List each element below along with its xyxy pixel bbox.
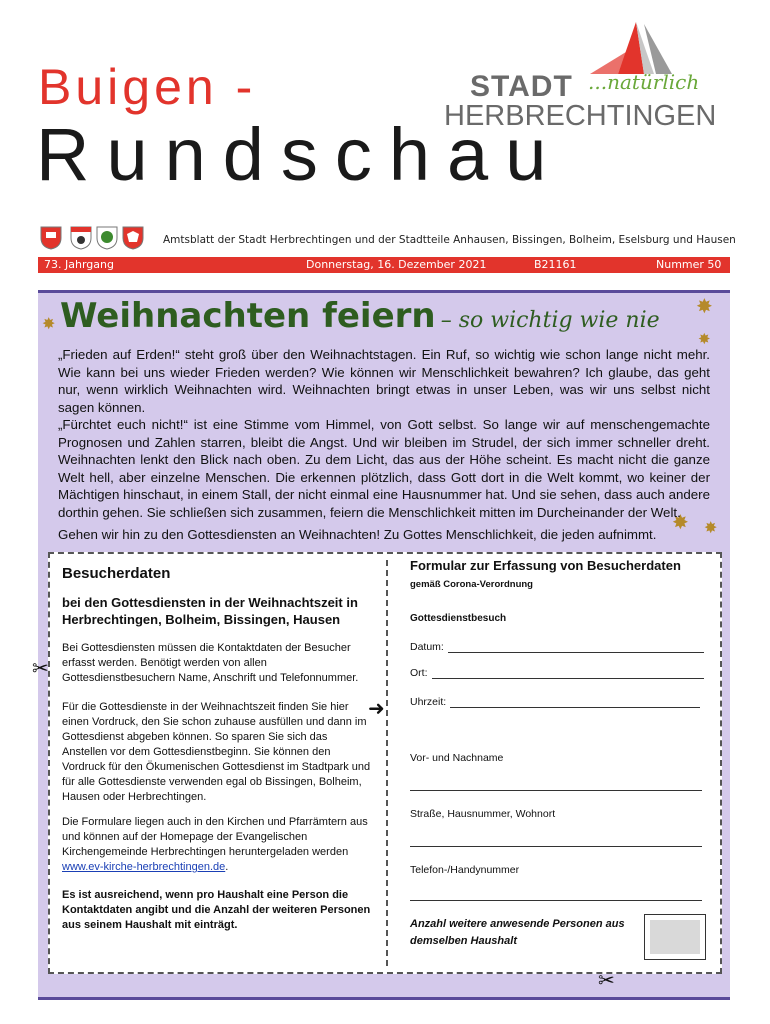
article-headline [60, 296, 660, 336]
label-strasse: Straße, Hausnummer, Wohnort [410, 808, 556, 820]
crest-icon [96, 226, 118, 250]
crest-icon [40, 226, 62, 250]
scissors-icon: ✂ [32, 656, 49, 680]
besucher-p2: Für die Gottesdienste in der Weihnachtszeit finden Sie hier einen Vordruck, den Sie schon zuhause ausfüllen und dann im Gottesdienst abgeben können. So sparen Sie sich das Anstellen vor dem Gottesdienstbeginn. Sie können den Vordruck für den Ökumenischen Gottesdienst im Stadtpark und für alle Gottesdienste verwenden egal ob Bissingen, Bolheim, Hausen oder Herbrechtingen. [62, 701, 371, 803]
formular-subtitle: gemäß Corona-Verordnung [410, 579, 533, 590]
amtsblatt-line: Amtsblatt der Stadt Herbrechtingen und der Stadtteile Anhausen, Bissingen, Bolheim, Eselsburg und Hausen [163, 234, 736, 246]
star-icon: ✸ [672, 510, 689, 534]
label-gottesdienstbesuch: Gottesdienstbesuch [410, 613, 507, 624]
label-anzahl: Anzahl weitere anwesende Personen aus demselben Haushalt [410, 918, 625, 947]
star-icon: ✸ [42, 314, 56, 333]
besucher-p1: Bei Gottesdiensten müssen die Kontaktdaten der Besucher erfasst werden. Benötigt werden von allen Gottesdienstbesuchern Name, Anschrift und Telefonnummer. [62, 642, 359, 684]
issue-info-bar [38, 257, 730, 273]
title-buigen: Buigen - [38, 59, 257, 115]
article-body [58, 346, 710, 521]
city-logo [440, 18, 740, 130]
label-name: Vor- und Nachname [410, 752, 504, 764]
anzahl-input-box[interactable] [644, 914, 706, 960]
article-paragraph: „Fürchtet euch nicht!“ ist eine Stimme vom Himmel, von Gott selbst. So lange wir auf menschengemachte Prognosen und Zahlen starren, bleibt die Angst. Und wir bleiben im Strudel, der sich immer schneller dreht. Weihnachten lenkt den Blick nach oben. Zu dem Licht, das aus der Höhe scheint. Es macht nicht die ganze Welt hell, aber einzelne Menschen. Die erkennen plötzlich, dass Gott dort in die Welt kommt, wo keiner der Mächtigen hinschaut, in einem Stall, der nicht einmal eine Hausnummer hat. Und sie sehen, dass auch andere dorthin gehen. Sie schließen sich zusammen, feiern die Menschlichkeit mitten im Durcheinander der Welt. [58, 417, 710, 520]
besucher-p3 [62, 815, 372, 875]
besucher-p3-text: Die Formulare liegen auch in den Kirchen und Pfarrämtern aus und können auf der Homepage der Evangelischen Kirchengemeinde Herbrechtingen heruntergeladen werden [62, 816, 368, 858]
issue-code: B21161 [534, 258, 577, 271]
logo-stadt: STADT [470, 70, 573, 103]
arrow-right-icon: ➜ [368, 696, 385, 720]
besucher-subtitle: bei den Gottesdiensten in der Weihnachtszeit in Herbrechtingen, Bolheim, Bissingen, Hausen [62, 595, 358, 627]
telefon-field[interactable] [410, 900, 702, 901]
label-datum: Datum: [410, 641, 444, 653]
cut-line [386, 560, 388, 966]
article-closing: Gehen wir hin zu den Gottesdiensten an Weihnachten! Zu Gottes Menschlichkeit, die jeden aufnimmt. [58, 527, 657, 542]
link-suffix: . [225, 861, 229, 873]
star-icon: ✸ [696, 294, 713, 318]
besucher-title: Besucherdaten [62, 565, 171, 582]
label-ort: Ort: [410, 667, 428, 679]
headline-sub: – so wichtig wie nie [440, 308, 660, 333]
logo-natuerlich: ...natürlich [588, 70, 700, 94]
homepage-link[interactable]: www.ev-kirche-herbrechtingen.de [62, 861, 226, 873]
star-icon: ✸ [698, 330, 711, 348]
label-telefon: Telefon-/Handynummer [410, 864, 520, 876]
strasse-field[interactable] [410, 846, 702, 847]
crest-icon [70, 226, 92, 250]
issue-number: Nummer 50 [656, 258, 722, 271]
formular-title: Formular zur Erfassung von Besucherdaten [410, 558, 681, 573]
star-icon: ✸ [704, 518, 718, 537]
jahrgang: 73. Jahrgang [44, 258, 114, 271]
logo-herbrechtingen: HERBRECHTINGEN [444, 100, 717, 132]
name-field[interactable] [410, 790, 702, 791]
ort-field[interactable] [432, 678, 704, 679]
datum-field[interactable] [448, 652, 704, 653]
besucher-p4: Es ist ausreichend, wenn pro Haushalt eine Person die Kontaktdaten angibt und die Anzahl der weiteren Personen aus seinem Haushalt mit einträgt. [62, 889, 371, 931]
label-uhrzeit: Uhrzeit: [410, 696, 447, 708]
title-rundschau: Rundschau [36, 113, 564, 196]
issue-date: Donnerstag, 16. Dezember 2021 [306, 258, 487, 271]
scissors-icon: ✂ [598, 968, 615, 992]
crest-icon [122, 226, 144, 250]
article-paragraph: „Frieden auf Erden!“ steht groß über den Weihnachtstagen. Ein Ruf, so wichtig wie schon lange nicht mehr. Wie kann bei uns wieder Frieden werden? Wie können wir Menschlichkeit bewahren? Ich glaube, das geht nur, wenn wirklich Weihnachten wird. Weihnachten bringt etwas in unser Leben, was wir uns selbst nicht sagen können. [58, 347, 710, 415]
uhrzeit-field[interactable] [450, 707, 700, 708]
headline-main: Weihnachten feiern [60, 296, 436, 336]
